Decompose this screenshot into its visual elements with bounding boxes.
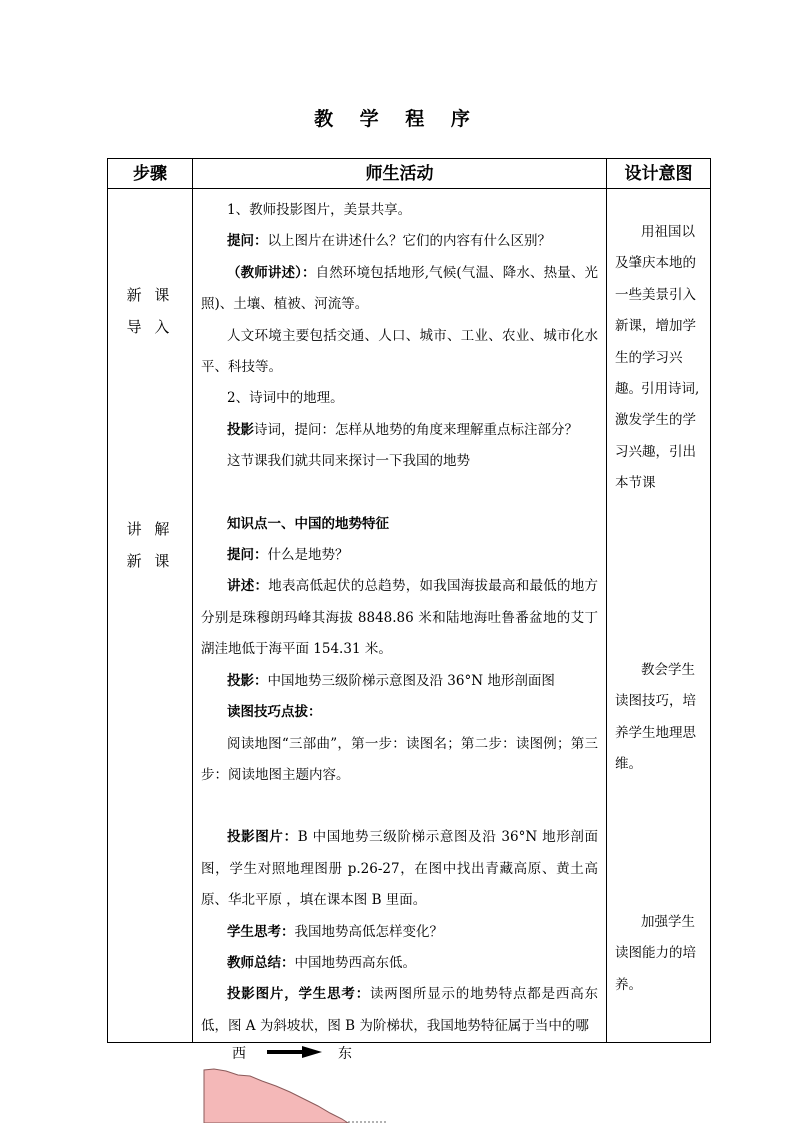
step-intro: [108, 279, 192, 343]
label-east: 东: [338, 1046, 352, 1062]
lesson-table: [107, 158, 711, 1043]
terrain-figure: [0, 1030, 794, 1123]
activity-p14: 投影图片：B 中国地势三级阶梯示意图及沿 36°N 地形剖面图，学生对照地理图册 p.26-27，在图中找出青藏高原、黄土高原、华北平原 ，填在课本图 B 里面。: [201, 829, 599, 909]
direction-arrow: [267, 1046, 322, 1058]
header-intent: 设计意图: [607, 159, 711, 189]
step-explain: [108, 513, 192, 577]
activity-p9: 提问：什么是地势？: [227, 547, 349, 564]
intent-2: 引用诗词,激发学生的学习兴趣，引出本节课: [615, 381, 700, 492]
intent-1: 用祖国以及肇庆本地的一些美景引入新课，增加学生的学习兴趣。: [615, 224, 696, 398]
header-step: 步骤: [108, 159, 193, 189]
activity-p6: 投影诗词，提问：怎样从地势的角度来理解重点标注部分？: [227, 421, 578, 438]
activity-p2: 提问：以上图片在讲述什么？它们的内容有什么区别？: [227, 233, 551, 250]
activity-cell: [193, 189, 607, 1043]
step-intro-line2: 导 入: [126, 318, 174, 336]
activity-p11: 投影：中国地势三级阶梯示意图及沿 36°N 地形剖面图: [227, 672, 555, 689]
header-activity: 师生活动: [193, 159, 607, 189]
intent-4: 加强学生读图能力的培养。: [615, 914, 696, 993]
table-body-row: [108, 189, 711, 1043]
activity-p17: 投影图片，学生思考：读两图所显示的地势特点都是西高东低，图 A 为斜坡状，图 B 为阶梯状，我国地势特征属于当中的哪: [201, 986, 598, 1034]
page-title: 教 学 程 序: [314, 108, 480, 130]
step-cell: [108, 189, 193, 1043]
activity-p5: 2、诗词中的地理。: [227, 390, 344, 407]
activity-p13: 阅读地图“三部曲”，第一步：读图名；第二步：读图例；第三步：阅读地图主题内容。: [201, 735, 598, 783]
activity-p16: 教师总结：中国地势西高东低。: [227, 954, 416, 971]
step-explain-line1: 讲 解: [126, 520, 174, 538]
label-west: 西: [232, 1046, 246, 1062]
step-intro-line1: 新 课: [126, 286, 174, 304]
intent-cell: [607, 189, 711, 1043]
activity-p3: （教师讲述）：自然环境包括地形,气候(气温、降水、热量、光照)、土壤、植被、河流等。: [201, 264, 598, 313]
activity-p10: 讲述：地表高低起伏的总趋势，如我国海拔最高和最低的地方分别是珠穆朗玛峰其海拔 8848.86 米和陆地海吐鲁番盆地的艾丁湖洼地低于海平面 154.31 米。: [201, 578, 598, 658]
activity-p4: 人文环境主要包括交通、人口、城市、工业、农业、城市化水平、科技等。: [201, 327, 598, 376]
terrain-figure-graphic: [0, 1030, 794, 1123]
activity-p1: 1、教师投影图片，美景共享。: [227, 202, 412, 218]
activity-p7: 这节课我们就共同来探讨一下我国的地势: [227, 453, 470, 470]
slope-profile-shape: [204, 1069, 348, 1123]
step-explain-line2: 新 课: [126, 552, 174, 570]
activity-knowledge-point: 知识点一、中国的地势特征: [227, 515, 389, 532]
activity-p15: 学生思考：我国地势高低怎样变化？: [227, 923, 443, 940]
activity-p12: 读图技巧点拔：: [227, 704, 322, 721]
table-header-row: [108, 159, 711, 189]
intent-3: 教会学生读图技巧，培养学生地理思维。: [615, 662, 696, 773]
